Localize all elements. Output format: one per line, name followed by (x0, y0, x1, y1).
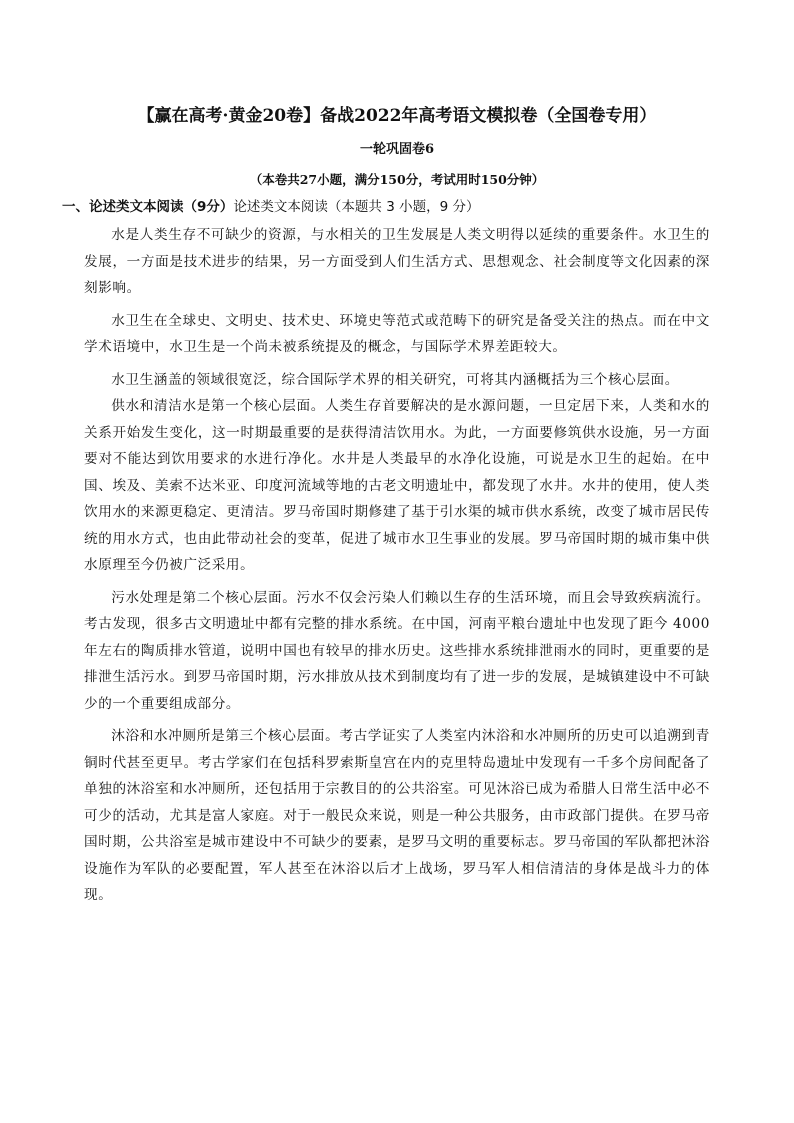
exam-info: （本卷共27小题，满分150分，考试用时150分钟） (249, 172, 545, 187)
paragraph: 水卫生涵盖的领域很宽泛，综合国际学术界的相关研究，可将其内涵概括为三个核心层面。 (111, 371, 679, 388)
paragraph: 污水处理是第二个核心层面。污水不仅会污染人们赖以生存的生活环境，而且会导致疾病流行。考古发现，很多古文明遗址中都有完整的排水系统。在中国，河南平粮台遗址中也发现了距今 4000 年左右的陶质排水管道，说明中国也有较早的排水历史。这些排水系统排泄雨水的同时，更重要的是排泄生活污水。到罗马帝国时期，污水排放从技术到制度均有了进一步的发展，是城镇建设中不可缺少的一个重要组成部分。 (84, 589, 710, 712)
paragraph: 沐浴和水冲厕所是第三个核心层面。考古学证实了人类室内沐浴和水冲厕所的历史可以追溯到青铜时代甚至更早。考古学家们在包括科罗索斯皇宫在内的克里特岛遗址中发现有一千多个房间配备了单独的沐浴室和水冲厕所，还包括用于宗教目的的公共浴室。可见沐浴已成为希腊人日常生活中必不可少的活动，尤其是富人家庭。对于一般民众来说，则是一种公共服务，由市政部门提供。在罗马帝国时期，公共浴室是城市建设中不可缺少的要素，是罗马文明的重要标志。罗马帝国的军队都把沐浴设施作为军队的必要配置，军人甚至在沐浴以后才上战场，罗马军人相信清洁的身体是战斗力的体现。 (84, 728, 710, 903)
passage-body (84, 222, 710, 909)
section-heading-plain: 论述类文本阅读（本题共 3 小题，9 分） (233, 199, 480, 215)
section-heading (62, 196, 710, 218)
paragraph: 供水和清洁水是第一个核心层面。人类生存首要解决的是水源问题，一旦定居下来，人类和水的关系开始发生变化，这一时期最重要的是获得清洁饮用水。为此，一方面要修筑供水设施，另一方面要对不能达到饮用要求的水进行净化。水井是人类最早的水净化设施，可说是水卫生的起始。在中国、埃及、美索不达米亚、印度河流域等地的古老文明遗址中，都发现了水井。水井的使用，使人类饮用水的来源更稳定、更清洁。罗马帝国时期修建了基于引水渠的城市供水系统，改变了城市居民传统的用水方式，也由此带动社会的变革，促进了城市水卫生事业的发展。罗马帝国时期的城市集中供水原理至今仍被广泛采用。 (84, 398, 710, 573)
section-heading-bold: 一、论述类文本阅读（9分） (62, 199, 234, 215)
page-title: 【赢在高考·黄金20卷】备战2022年高考语文模拟卷（全国卷专用） (137, 106, 657, 126)
page-subtitle: 一轮巩固卷6 (359, 142, 435, 157)
paragraph: 水是人类生存不可缺少的资源，与水相关的卫生发展是人类文明得以延续的重要条件。水卫生的发展，一方面是技术进步的结果，另一方面受到人们生活方式、思想观念、社会制度等文化因素的深刻影响。 (84, 227, 710, 296)
paragraph: 水卫生在全球史、文明史、技术史、环境史等范式或范畴下的研究是备受关注的热点。而在中文学术语境中，水卫生是一个尚未被系统提及的概念，与国际学术界差距较大。 (84, 312, 710, 355)
